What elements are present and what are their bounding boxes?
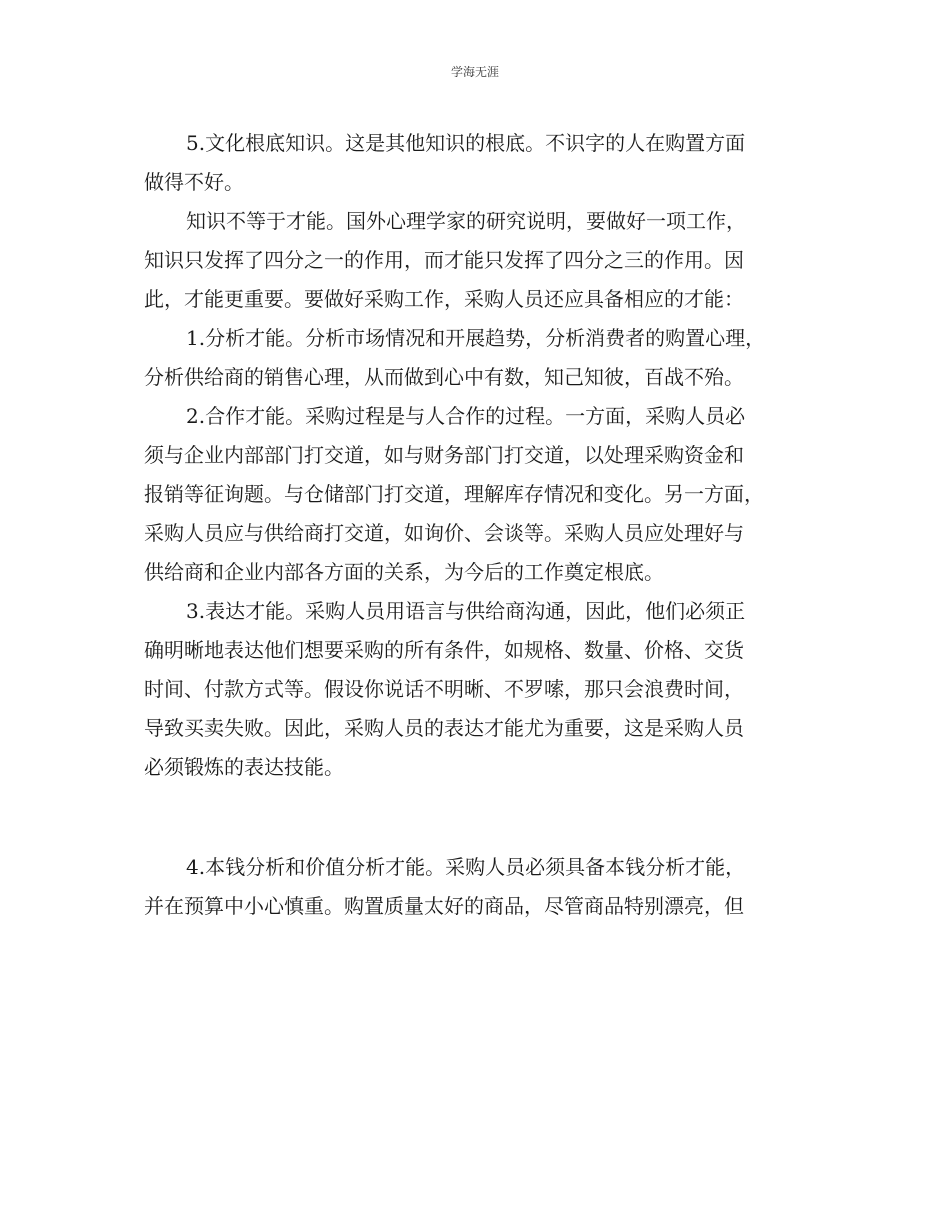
paragraph-line: 知识只发挥了四分之一的作用，而才能只发挥了四分之三的作用。因 — [144, 248, 744, 272]
document-body — [144, 124, 824, 926]
paragraph — [144, 319, 824, 397]
paragraph-spacer — [144, 787, 824, 848]
paragraph-line: 须与企业内部部门打交道，如与财务部门打交道，以处理采购资金和 — [144, 443, 744, 467]
paragraph-line: 5.文化根底知识。这是其他知识的根底。不识字的人在购置方面 — [186, 131, 746, 155]
paragraph-line: 必须锻炼的表达技能。 — [144, 755, 344, 779]
paragraph-line: 2.合作才能。采购过程是与人合作的过程。一方面，采购人员必 — [186, 404, 746, 428]
paragraph-line: 报销等征询题。与仓储部门打交道，理解库存情况和变化。另一方面， — [144, 482, 764, 506]
paragraph — [144, 848, 824, 926]
paragraph-line: 4.本钱分析和价值分析才能。采购人员必须具备本钱分析才能， — [186, 855, 746, 879]
paragraph-line: 分析供给商的销售心理，从而做到心中有数，知己知彼，百战不殆。 — [144, 365, 744, 389]
paragraph-line: 确明晰地表达他们想要采购的所有条件，如规格、数量、价格、交货 — [144, 638, 744, 662]
paragraph-line: 并在预算中小心慎重。购置质量太好的商品，尽管商品特别漂亮，但 — [144, 894, 744, 918]
paragraph-line: 时间、付款方式等。假设你说话不明晰、不罗嗦，那只会浪费时间， — [144, 677, 744, 701]
paragraph-line: 采购人员应与供给商打交道，如询价、会谈等。采购人员应处理好与 — [144, 521, 744, 545]
paragraph-line: 供给商和企业内部各方面的关系，为今后的工作奠定根底。 — [144, 560, 664, 584]
paragraph-line: 知识不等于才能。国外心理学家的研究说明，要做好一项工作， — [186, 209, 746, 233]
paragraph — [144, 202, 824, 319]
paragraph-line: 做得不好。 — [144, 170, 244, 194]
page-header: 学海无涯 — [450, 65, 499, 79]
paragraph — [144, 592, 824, 787]
paragraph-line: 此，才能更重要。要做好采购工作，采购人员还应具备相应的才能： — [144, 287, 744, 311]
paragraph-line: 3.表达才能。采购人员用语言与供给商沟通，因此，他们必须正 — [186, 599, 746, 623]
paragraph-line: 1.分析才能。分析市场情况和开展趋势，分析消费者的购置心理， — [186, 326, 766, 350]
paragraph-line: 导致买卖失败。因此，采购人员的表达才能尤为重要，这是采购人员 — [144, 716, 744, 740]
paragraph — [144, 397, 824, 592]
paragraph — [144, 124, 824, 202]
